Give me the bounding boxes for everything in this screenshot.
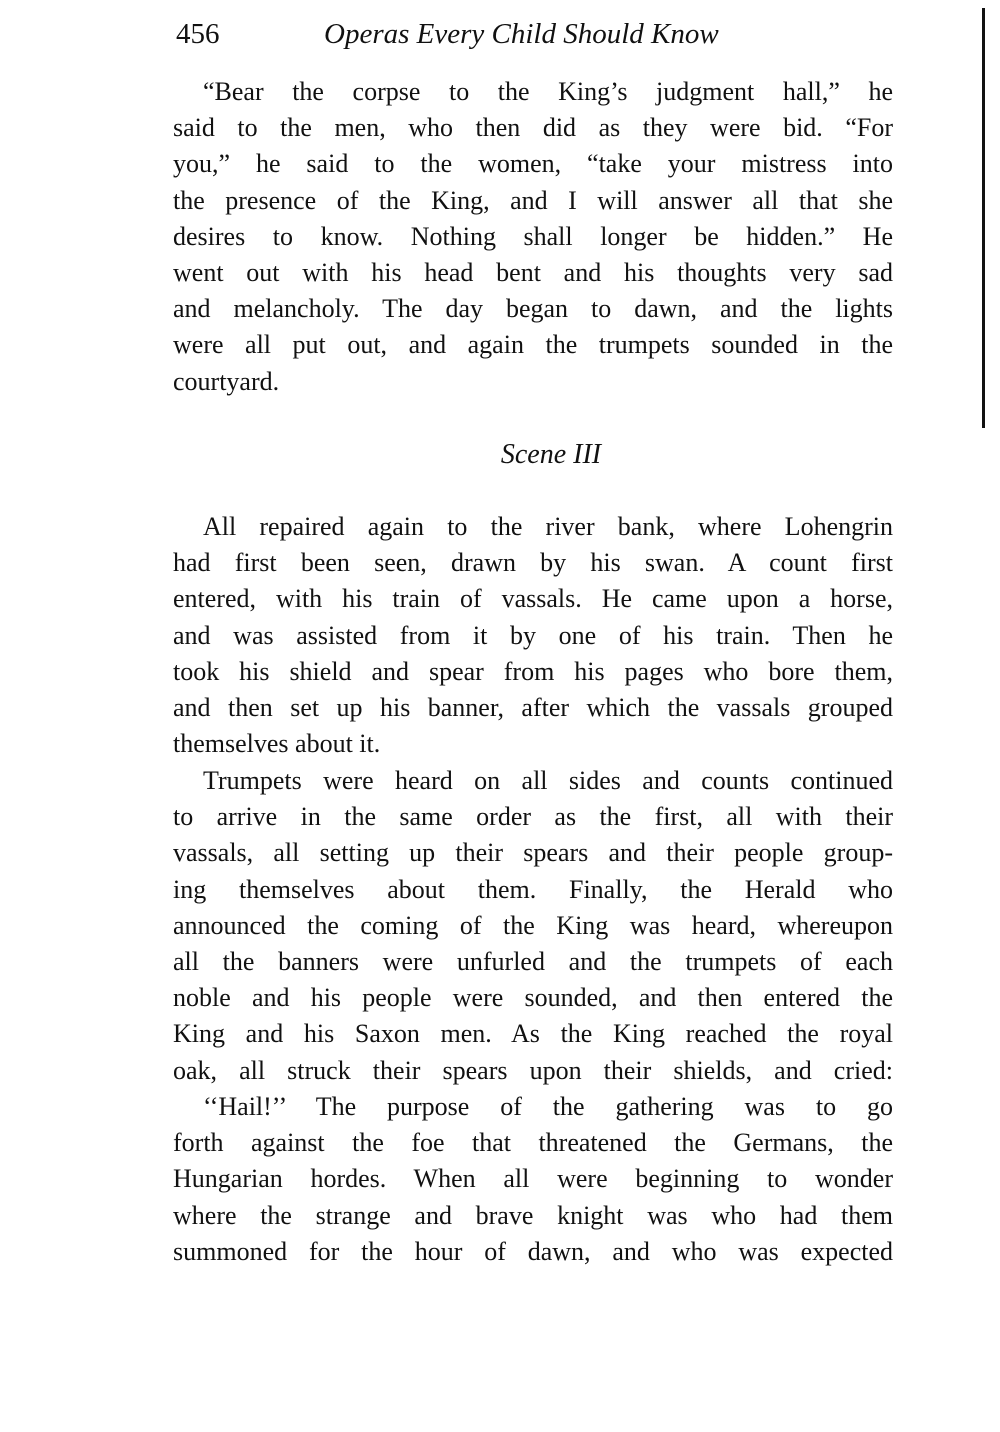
text-line: and then set up his banner, after which the vassals grouped [173, 692, 893, 722]
text-line: forth against the foe that threatened the Germans, the [173, 1128, 893, 1158]
text-line: and was assisted from it by one of his train. Then he [173, 620, 893, 650]
text-line: oak, all struck their spears upon their shields, and cried: [173, 1055, 893, 1085]
text-line: King and his Saxon men. As the King reached the royal [173, 1019, 893, 1049]
running-title: Operas Every Child Should Know [324, 18, 719, 50]
text-line: where the strange and brave knight was who had them [173, 1200, 893, 1230]
text-line: went out with his head bent and his thoughts very sad [173, 257, 893, 287]
scene-heading: Scene III [500, 439, 602, 470]
paragraph-1 [173, 74, 893, 400]
text-line: entered, with his train of vassals. He came upon a horse, [173, 584, 893, 614]
text-line: summoned for the hour of dawn, and who was expected [173, 1236, 893, 1266]
text-line: All repaired again to the river bank, where Lohengrin [203, 512, 893, 541]
text-line: announced the coming of the King was heard, whereupon [173, 910, 893, 940]
paragraph-2 [173, 509, 893, 762]
text-line: themselves about it. [173, 729, 381, 759]
text-line: “Bear the corpse to the King’s judgment hall,” he [203, 77, 893, 106]
text-line: were all put out, and again the trumpets sounded in the [173, 330, 893, 360]
text-line: had first been seen, drawn by his swan. A count first [173, 548, 893, 578]
page-edge-rule [982, 8, 985, 428]
text-line: vassals, all setting up their spears and their people group- [173, 838, 893, 868]
text-line: ing themselves about them. Finally, the Herald who [173, 874, 893, 904]
running-head [176, 14, 896, 54]
text-line: and melancholy. The day began to dawn, and the lights [173, 294, 893, 324]
text-line: Hungarian hordes. When all were beginning to wonder [173, 1164, 893, 1194]
text-line: courtyard. [173, 366, 280, 396]
page-number: 456 [176, 18, 220, 50]
text-line: you,” he said to the women, “take your mistress into [173, 149, 893, 179]
text-line: ‘‘Hail!’’ The purpose of the gathering was to go [203, 1092, 893, 1121]
text-line: to arrive in the same order as the first, all with their [173, 802, 893, 832]
text-line: Trumpets were heard on all sides and counts continued [203, 766, 893, 795]
text-line: took his shield and spear from his pages who bore them, [173, 656, 893, 686]
text-line: all the banners were unfurled and the trumpets of each [173, 946, 893, 976]
paragraph-4 [173, 1089, 893, 1270]
paragraph-3 [173, 763, 893, 1089]
text-line: said to the men, who then did as they were bid. “For [173, 113, 893, 143]
text-line: desires to know. Nothing shall longer be hidden.” He [173, 221, 893, 251]
text-line: noble and his people were sounded, and then entered the [173, 983, 893, 1013]
text-line: the presence of the King, and I will answer all that she [173, 185, 893, 215]
